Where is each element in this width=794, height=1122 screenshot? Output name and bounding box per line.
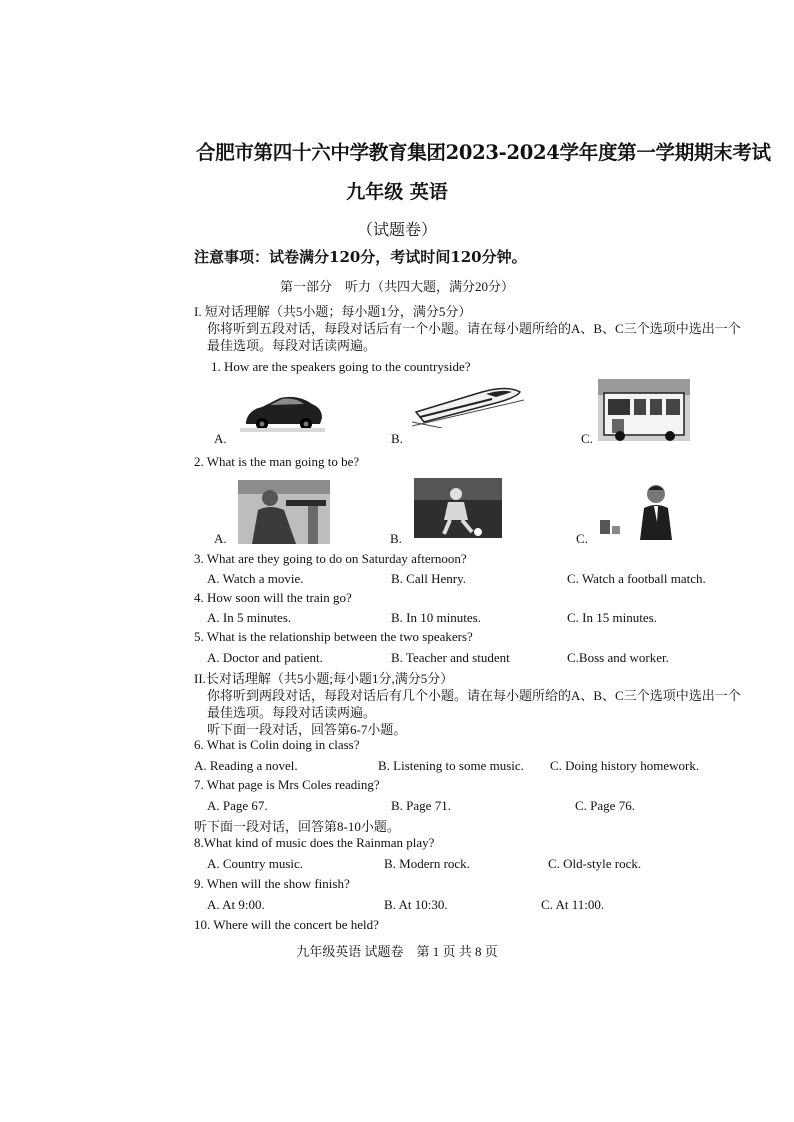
listen-instruction-6-7: 听下面一段对话，回答第6-7小题。	[207, 722, 407, 737]
exam-subject: 九年级 英语	[346, 181, 448, 203]
part-heading: 第一部分 听力（共四大题，满分20分）	[279, 279, 514, 294]
question-8: 8.What kind of music does the Rainman play?	[194, 835, 435, 850]
question-3: 3. What are they going to do on Saturday afternoon?	[194, 551, 467, 566]
q7-option-b: B. Page 71.	[391, 798, 451, 813]
footballer-image	[414, 478, 502, 538]
q5-option-a: A. Doctor and patient.	[207, 650, 323, 665]
question-1: 1. How are the speakers going to the countryside?	[211, 359, 471, 374]
q2-option-a-label: A.	[214, 531, 227, 546]
q4-option-a: A. In 5 minutes.	[207, 610, 292, 625]
q1-option-c-label: C.	[581, 431, 593, 446]
q9-option-c: C. At 11:00.	[541, 897, 605, 912]
question-9: 9. When will the show finish?	[194, 876, 350, 891]
q7-option-c: C. Page 76.	[575, 798, 635, 813]
q6-option-a: A. Reading a novel.	[194, 758, 298, 773]
q8-option-b: B. Modern rock.	[384, 856, 470, 871]
businessman-image	[596, 478, 676, 540]
q6-option-b: B. Listening to some music.	[378, 758, 524, 773]
q2-option-b-label: B.	[390, 531, 402, 546]
q9-option-b: B. At 10:30.	[384, 897, 448, 912]
q4-option-b: B. In 10 minutes.	[391, 610, 481, 625]
q2-option-c-label: C.	[576, 531, 588, 546]
q8-option-a: A. Country music.	[207, 856, 304, 871]
q8-option-c: C. Old-style rock.	[548, 856, 642, 871]
q3-option-c: C. Watch a football match.	[567, 571, 706, 586]
section2-heading: II.长对话理解（共5小题;每小题1分,满分5分）	[194, 671, 454, 686]
listen-instruction-8-10: 听下面一段对话，回答第8-10小题。	[194, 819, 400, 834]
section1-instruction-cont: 最佳选项。每段对话读两遍。	[207, 338, 377, 353]
q5-option-c: C.Boss and worker.	[567, 650, 669, 665]
q1-option-a-label: A.	[214, 431, 227, 446]
section2-instruction-cont: 最佳选项。每段对话读两遍。	[207, 705, 377, 720]
high-speed-train-image	[412, 382, 524, 428]
q4-option-c: C. In 15 minutes.	[567, 610, 657, 625]
section1-instruction: 你将听到五段对话，每段对话后有一个小题。请在每小题所给的A、B、C三个选项中选出一个	[207, 321, 741, 336]
question-7: 7. What page is Mrs Coles reading?	[194, 777, 380, 792]
exam-title: 合肥市第四十六中学教育集团2023-2024学年度第一学期期末考试	[196, 141, 771, 164]
section2-instruction: 你将听到两段对话，每段对话后有几个小题。请在每小题所给的A、B、C三个选项中选出一个	[207, 688, 741, 703]
page-footer: 九年级英语 试题卷 第 1 页 共 8 页	[296, 944, 498, 959]
q7-option-a: A. Page 67.	[207, 798, 268, 813]
question-4: 4. How soon will the train go?	[194, 590, 352, 605]
question-2: 2. What is the man going to be?	[194, 454, 360, 469]
q5-option-b: B. Teacher and student	[391, 650, 510, 665]
doc-type: （试题卷）	[356, 222, 437, 239]
question-6: 6. What is Colin doing in class?	[194, 737, 360, 752]
q3-option-b: B. Call Henry.	[391, 571, 466, 586]
q9-option-a: A. At 9:00.	[207, 897, 265, 912]
question-10: 10. Where will the concert be held?	[194, 917, 379, 932]
q1-option-b-label: B.	[391, 431, 403, 446]
bus-image	[598, 379, 690, 441]
q6-option-c: C. Doing history homework.	[550, 758, 700, 773]
worker-image	[238, 480, 330, 544]
exam-notice: 注意事项：试卷满分120分，考试时间120分钟。	[194, 248, 527, 266]
question-5: 5. What is the relationship between the two speakers?	[194, 629, 473, 644]
car-image	[240, 392, 325, 432]
q3-option-a: A. Watch a movie.	[207, 571, 304, 586]
section1-heading: I. 短对话理解（共5小题；每小题1分，满分5分）	[194, 304, 472, 319]
